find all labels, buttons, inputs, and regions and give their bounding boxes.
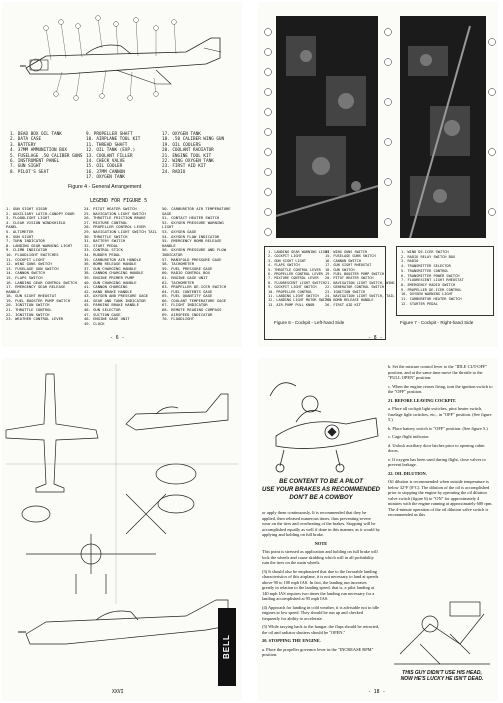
list-item: 14. WING GUNS SWITCH	[325, 250, 368, 254]
list-item: 25. NAVIGATION LIGHT SWITCH	[84, 210, 146, 216]
list-item: 21. ENGINE TOOL KIT	[162, 153, 212, 159]
list-item: 65. FUEL QUANTITY GAGE	[162, 293, 213, 299]
list-item: 52. OXYGEN PRESSURE WARNING	[162, 219, 224, 225]
bottom-slogan	[390, 670, 494, 683]
crash-cartoon-illustration	[390, 594, 494, 668]
paragraph: b. Set the mixture control lever to the "IDLE CUT-OFF" position, and at the same time move the throttle to the "FULL OPEN" position.	[388, 364, 488, 380]
list-item: 40. GUN CHARGING HANDLE	[84, 279, 137, 285]
paragraph: (5) While taxying back to the hangar, the flaps should be retracted, the oil and radiator shutters should be "OPEN."	[262, 624, 380, 635]
list-item: 68. REMOTE READING COMPASS	[162, 307, 222, 313]
three-view-drawing	[6, 364, 238, 686]
list-item: 13. COOLANT FILLER	[86, 153, 133, 159]
list-item: 5. FUSELAGE .50 CALIBER GUNS	[10, 153, 83, 159]
list-item: 16. LANDING GEAR CONTROL SWITCH	[6, 279, 77, 285]
list-item: 23. IGNITION SWITCH	[325, 289, 366, 294]
list-item: 10. FLOODLIGHT SWITCHES	[6, 251, 59, 257]
callout-markers	[258, 12, 498, 244]
list-item: HANDLE	[6, 288, 20, 294]
legend-list-3	[162, 207, 231, 322]
list-item: 12. WING GUNS SWITCH	[6, 261, 52, 267]
paragraph: This point is stressed as application and holding on full brake will lock the wheels and cause skidding which will in all probability ruin the tires on the main wheels.	[262, 549, 378, 565]
list-item: 25. BOMB RELEASE HANDLE	[325, 298, 374, 303]
page-number: - 18 -	[368, 690, 386, 695]
list-item: 20. COOLANT RADIATOR	[162, 148, 214, 154]
list-item: 4. FLAPS SWITCH	[268, 263, 300, 268]
paragraph: c. Cage flight indicator.	[388, 434, 430, 439]
list-item: 9. CLIMB INDICATOR	[6, 247, 48, 253]
list-item: 11. CARBURETOR HEATER SWITCH	[401, 297, 462, 302]
paragraph: a. Place all cockpit light switches, pitot heater switch, fuselage light switches, etc., in "OFF" position. (See figure 5.)	[388, 406, 492, 422]
list-item: 49. CLOCK	[84, 320, 105, 326]
list-item: 24. PITOT HEATER SWITCH	[84, 206, 137, 211]
list-item: 64. FUEL CONTENTS GAGE	[162, 288, 213, 294]
list-item: 47. SUCTION GAGE	[84, 311, 121, 317]
list-item: 53. OXYGEN GAGE	[162, 228, 197, 234]
list-item: 2. AUXILIARY LATCH-CANOPY DOOR	[6, 210, 75, 216]
list-item: 11. THREAD SHAFT	[86, 142, 128, 148]
list-item: HANDLE	[162, 242, 176, 248]
list-item: 23. FIRST AID KIT	[162, 164, 206, 170]
list-item: 46. GUN SELECTOR	[84, 307, 121, 313]
list-item: 15. FUSELAGE GUNS SWITCH	[325, 254, 376, 259]
airplane-cutaway-diagram	[6, 8, 238, 108]
list-item: 17. OXYGEN TANK	[86, 175, 125, 181]
list-item: 8. PILOT'S SEAT	[10, 169, 49, 175]
paragraph: d. Unlock auxiliary door latches prior to opening cabin doors.	[388, 442, 485, 453]
list-item: 39. ENGINE PRIMER PUMP	[84, 274, 135, 280]
callout-list-3	[162, 132, 224, 175]
list-item: 27. MIXTURE CONTROL	[84, 219, 128, 225]
left-legend-col2	[325, 250, 395, 307]
list-item: 7. TURN INDICATOR	[6, 238, 45, 244]
list-item: 1. WIND DE-ICER SWITCH	[401, 250, 449, 254]
list-item: 15. OIL COOLER	[86, 164, 123, 170]
list-item: 3. BATTERY	[10, 142, 36, 148]
list-item: 6. GUN SIGHT	[6, 233, 34, 239]
list-item: 5. TRANSMITTER CONTROL	[401, 268, 449, 273]
manual-page-cockpit	[258, 2, 498, 347]
list-item: 62. TACHOMETER	[162, 279, 195, 285]
list-item: PANEL	[6, 224, 18, 230]
list-item: 59. FUEL PRESSURE GAGE	[162, 265, 213, 271]
list-item: 51. CONTACT HEATER SWITCH	[162, 215, 220, 221]
list-item: 44. GEAR AND TANK INDICATOR	[84, 297, 146, 303]
list-item: 35. CARBURETOR AIR HANDLE	[84, 256, 142, 262]
list-item: 50. CARBURETOR AIR TEMPERATURE	[162, 206, 231, 211]
list-item: 18. GUN SWITCH	[325, 267, 355, 272]
list-item: 66. COOLANT TEMPERATURE GAGE	[162, 297, 227, 303]
paragraph: (3) It should also be emphasized that due to the favorable landing characteristics of this airplane, it is not necessary to land at speeds above 90 to 100 mph IAS. In fact, the landing run increases greatly in relation to the landing speed, that is, a pilot landing at 140 mph IAS requires two times the landing run necessary for a landing accomplished at 95 mph IAS.	[262, 568, 379, 601]
list-item: 13. FUSELAGE GUN SWITCH	[6, 265, 59, 271]
paragraph: c. When the engine ceases firing, turn the ignition switch to the "OFF" position.	[388, 383, 493, 394]
paragraph: Oil dilution is recommended when outside temperature is below 32°F (0°C). The dilution of the oil is accomplished prior to stopping the engine by operating the oil dilution valve switch (figure 6) to "ON" for approximately 4 minutes with the engine running at approximately 600 rpm. The 4-minute operation of the oil dilution valve switch is recommended as this	[388, 479, 493, 517]
list-item: 34. RUDDER PEDAL	[84, 251, 121, 257]
list-item: 22. IGNITION SWITCH	[6, 311, 50, 317]
list-item: 26. THROTTLE FRICTION BRAKE	[84, 215, 146, 221]
page-number: - 8 -	[368, 336, 383, 341]
list-item: 55. EMERGENCY BOMB RELEASE	[162, 238, 222, 244]
list-item: 14. CHECK VALVE	[86, 159, 125, 165]
list-item: 41. CANNON CHARGING	[84, 284, 128, 290]
list-item: 31. BATTERY SWITCH	[84, 238, 126, 244]
left-text-column	[262, 510, 380, 661]
list-item: 10. PROPELLER CONTROL	[268, 289, 313, 294]
list-item: 16. CANNON SWITCH	[325, 258, 361, 263]
list-item: 3. RADIO	[401, 259, 419, 264]
list-item: 5. THROTTLE CONTROL LEVER	[268, 267, 321, 272]
list-item: 69. AIRSPEED INDICATOR	[162, 311, 213, 317]
slogan-line-1: BE CONTENT TO BE A PILOT	[279, 479, 363, 485]
list-item: 32. START PEDAL	[84, 242, 119, 248]
list-item: 22. WING OXYGEN TANK	[162, 159, 214, 165]
list-item: 12. OIL TANK (EXP.)	[86, 148, 136, 154]
list-item: 38. CANNON CHARGING HANDLE	[84, 270, 144, 276]
paragraph: NOTE	[314, 540, 328, 546]
list-item: 23. WEATHER CONTROL LEVER	[6, 316, 64, 322]
list-item: 9. PROPELLER DE-ICER CONTROL	[401, 287, 462, 292]
page-gutter	[248, 0, 252, 703]
list-item: 8. LANDING GEAR WARNING LIGHT	[6, 242, 73, 248]
page-number: - 6 -	[110, 336, 125, 341]
list-item: 2. COCKPIT LIGHT	[268, 254, 302, 259]
list-item: 4. CLEAR VISION WINDSHIELD	[6, 219, 66, 225]
list-item: 11. LANDING LIGHT SWITCH	[268, 294, 319, 299]
paragraph: (4) Approach for landing in cold weather, it is advisable not to idle engines at low speed. They should be run up and checked frequently for ability to accelerate.	[262, 604, 379, 621]
list-item: 43. OXYGEN AND PRESSURE GAGE	[84, 293, 149, 299]
list-item: 11. COCKPIT LIGHT	[6, 256, 45, 262]
list-item: 12. LANDING LIGHT MOTOR SWITCH	[268, 298, 332, 303]
list-item: 13. AIR-PUMP PULL KNOB	[268, 302, 315, 307]
list-item: 1. LANDING GEAR WARNING LIGHT	[268, 250, 330, 254]
list-item: 56. OXYGEN PRESSURE AND FLOW	[162, 247, 227, 253]
list-item: 22. GENERATOR CONTROL SWITCH	[325, 285, 385, 290]
paragraph: 21. BEFORE LEAVING COCKPIT.	[388, 397, 457, 403]
callout-list-1	[10, 132, 82, 175]
list-item: 2. RADIO RELAY SWITCH BOX	[401, 254, 456, 259]
list-item: 4. TRANSMITTER SELECTOR	[401, 264, 451, 269]
legend-list-2	[84, 207, 157, 326]
list-item: 8. FLUORESCENT LIGHT SWITCH	[268, 280, 325, 285]
list-item: 26. FIRST AID KIT	[325, 302, 361, 307]
list-item: 10. OXYGEN WARNING LIGHT	[401, 292, 453, 297]
list-item: 67. FLIGHT INDICATOR	[162, 302, 208, 308]
list-item: 7. FLUORESCENT LIGHT RHEOSTAT	[401, 278, 464, 283]
list-item: 45. PARKING BRAKE HANDLE	[84, 302, 139, 308]
list-item: 28. PROPELLER CONTROL LEVER	[84, 224, 146, 230]
list-item: 20. IGNITION SWITCH	[6, 302, 50, 308]
list-item: 57. MANIFOLD PRESSURE GAGE	[162, 256, 222, 262]
caption-left: Figure 6 - Cockpit - Left-hand Side	[274, 320, 345, 325]
bottom-slogan-line-2: NOW HE'S LUCKY HE ISN'T DEAD.	[400, 676, 484, 683]
right-legend-box	[396, 246, 494, 316]
slogan-block	[260, 478, 382, 502]
list-item: 29. NAVIGATION LIGHT SWITCH TAIL	[84, 228, 158, 234]
list-item: GAGE	[162, 210, 172, 216]
list-item: 20. PITOT HEATER SWITCH	[325, 276, 374, 281]
list-item: 8. EMERGENCY RADIO SWITCH	[401, 282, 456, 287]
list-item: 1. DEAD BOX OIL TANK	[10, 132, 62, 137]
slogan-line-3: DON'T BE A COWBOY	[289, 495, 353, 501]
list-item: 14. CANNON SWITCH	[6, 270, 45, 276]
left-legend-box	[264, 246, 395, 340]
list-item: 3. FLOODLIGHT LIGHT	[6, 215, 50, 221]
list-item: 19. OIL COOLERS	[162, 142, 201, 148]
callout-list-2	[86, 132, 140, 181]
list-item: 63. PROPELLER DE-ICER SWITCH	[162, 284, 227, 290]
list-item: 2. DATA CASE	[10, 137, 42, 143]
list-item: 61. ENGINE GAGE UNIT	[162, 274, 208, 280]
list-item: 21. NAVIGATION LIGHT SWITCH, WING	[325, 280, 395, 285]
list-item: 36. BOMB RELEASE HANDLE	[84, 261, 137, 267]
right-text-column	[388, 364, 494, 521]
legend-list-1	[6, 207, 77, 322]
list-item: 7. MIXTURE CONTROL LEVER	[268, 276, 319, 281]
list-item: 12. STARTER PEDAL	[401, 301, 438, 306]
bottom-slogan-line-1: THIS GUY DIDN'T USE HIS HEAD,	[402, 670, 482, 676]
list-item: LIGHT	[162, 224, 174, 230]
paragraph: e. If oxygen has been used during flight, close valves to prevent leakage.	[388, 456, 486, 467]
list-item: 24. RADIO	[162, 169, 186, 175]
figure-caption: Figure 4 - General Arrangement	[68, 184, 142, 190]
left-legend-col1	[268, 250, 331, 307]
manual-page-landing-text	[258, 358, 498, 701]
list-item: 58. TACHOMETER	[162, 261, 195, 267]
legend-title: LEGEND FOR FIGURE 5	[90, 198, 148, 204]
list-item: 17. GUN SIGHT RHEOSTAT	[325, 263, 372, 268]
list-item: 15. FLAPS SWITCH	[6, 274, 43, 280]
manual-page-general-arrangement	[2, 2, 242, 347]
list-item: 17. EMERGENCY GEAR RELEASE	[6, 284, 66, 290]
paragraph: or apply them continuously. It is recommended that they be applied, then released numerous times, thus preventing severe wear on the tires and overheating of the brakes. Stopping will be accomplished equally as well if done in this manner, as it would by applying and holding on full brake.	[262, 510, 380, 537]
list-item: 16. 37MM CANNON	[86, 169, 125, 175]
paragraph: b. Place battery switch to "OFF" position. (See figure 5.)	[388, 425, 488, 431]
list-item: 6. PROPELLER CONTROL LEVER	[268, 272, 323, 277]
paragraph: 22. OIL DILUTION.	[388, 470, 427, 476]
list-item: 48. ENGINE GAGE UNIT	[84, 316, 130, 322]
paragraph: 20. STOPPING THE ENGINE.	[262, 638, 321, 643]
manual-page-three-view	[2, 358, 249, 701]
list-item: 6. TRANSMITTER POWER SWITCH	[401, 273, 460, 278]
list-item: 42. HAND BRAKE HANDLE	[84, 288, 133, 294]
list-item: 7. GUN SIGHT	[10, 164, 42, 170]
list-item: 5. ALTIMETER	[6, 228, 34, 234]
slogan-line-2: USE YOUR BRAKES AS RECOMMENDED	[261, 487, 380, 493]
list-item: 18. GUN SIGHT RHEOSTAT	[6, 293, 57, 299]
page-number: XXVI	[112, 690, 124, 695]
list-item: INDICATOR	[162, 251, 183, 257]
cartoon-pilot-illustration	[266, 366, 382, 474]
list-item: 54. OXYGEN FLOW INDICATOR	[162, 233, 220, 239]
list-item: 6. INSTRUMENT PANEL	[10, 159, 60, 165]
list-item: 19. FUEL BOOSTER PUMP SWITCH	[325, 272, 385, 277]
list-item: 21. THROTTLE CONTROL	[6, 307, 52, 313]
list-item: 24. NAVIGATION LIGHT SWITCH, TAIL	[325, 294, 395, 299]
list-item: 60. RADIO CONTROL BOX	[162, 270, 211, 276]
list-item: 3. GUN SIGHT LIGHT	[268, 258, 306, 263]
list-item: 4. 37MM AMMUNITION BOX	[10, 148, 67, 154]
list-item: 9. PROPELLER SHAFT	[86, 132, 133, 137]
list-item: 30. THROTTLE SWITCH	[84, 233, 128, 239]
list-item: 19. FUEL BOOSTER PUMP SWITCH	[6, 297, 71, 303]
list-item: 17. OXYGEN TANK	[162, 132, 201, 137]
list-item: 9. COCKPIT LIGHT SWITCH	[268, 285, 317, 290]
list-item: 33. CONTROL STICK	[84, 247, 123, 253]
list-item: 18. .50 CALIBER WING GUN	[162, 137, 225, 143]
list-item: 1. GUN SIGHT VISOR	[6, 206, 48, 211]
list-item: 37. GUN CHARGING HANDLE	[84, 265, 137, 271]
list-item: 10. AIRPLANE TOOL KIT	[86, 137, 141, 143]
spine-title: BELL AIRACOBRA P-	[218, 608, 236, 686]
right-legend-col	[401, 250, 464, 306]
caption-right: Figure 7 - Cockpit - Right-hand Side	[400, 320, 474, 325]
list-item: 70. FLOODLIGHT	[162, 316, 195, 322]
paragraph: a. Place the propeller governor lever in the "INCREASE RPM" position.	[262, 646, 374, 657]
